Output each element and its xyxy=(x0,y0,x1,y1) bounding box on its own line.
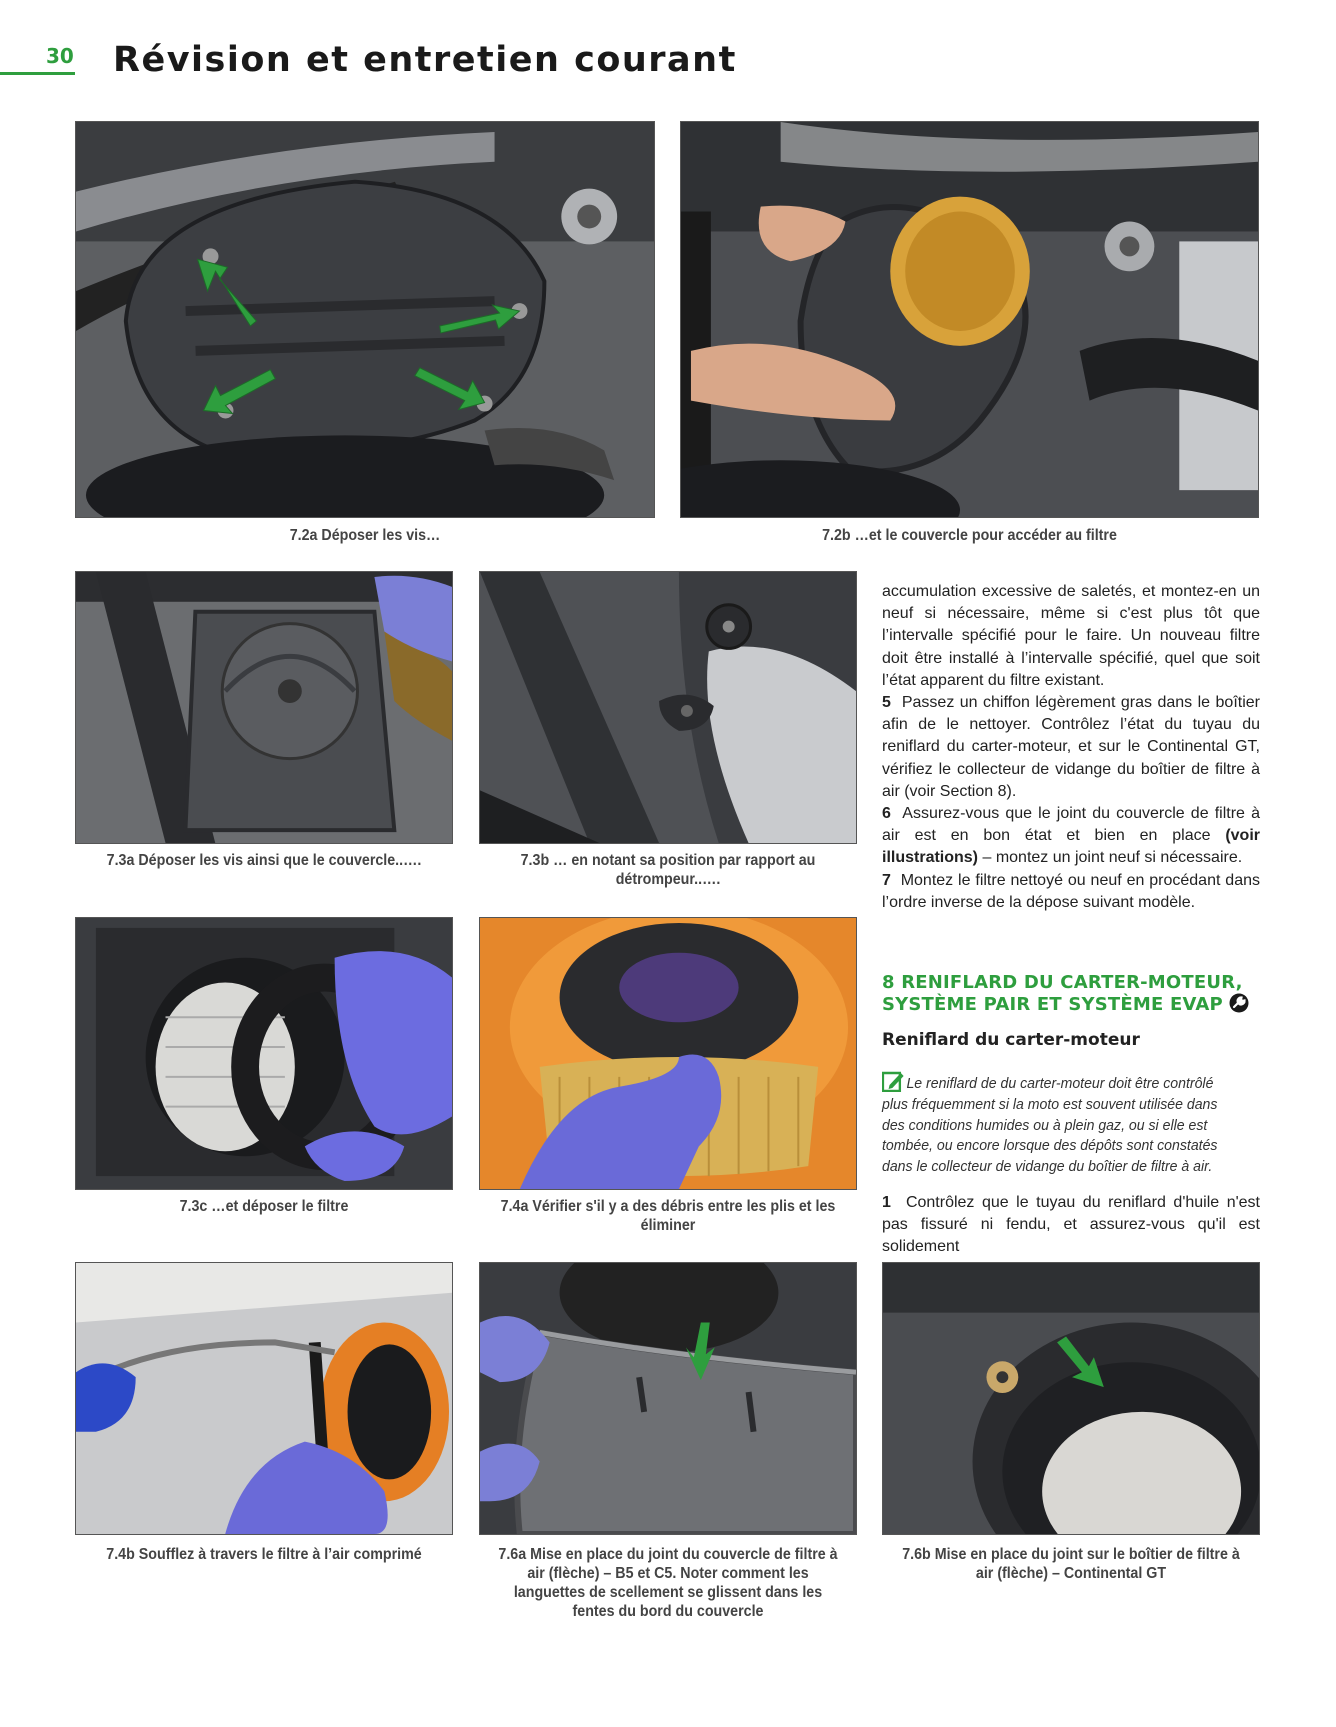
photo-7-4a xyxy=(479,917,857,1190)
photo-7-3c xyxy=(75,917,453,1190)
page-number: 30 xyxy=(46,44,74,68)
section-heading-line2-text: SYSTÈME PAIR ET SYSTÈME EVAP xyxy=(882,994,1223,1015)
photo-7-6b xyxy=(882,1262,1260,1535)
caption-7-6a: 7.6a Mise en place du joint du couvercle de filtre à air (flèche) – B5 et C5. Noter comment les languettes de scellement se glissent dans les fentes du bord du couvercle xyxy=(498,1546,838,1620)
wrench-icon xyxy=(1229,993,1249,1013)
caption-7-4b: 7.4b Soufflez à travers le filtre à l’air comprimé xyxy=(106,1546,422,1563)
paragraph-number: 6 xyxy=(882,805,891,823)
caption-7-3c: 7.3c …et déposer le filtre xyxy=(179,1198,349,1215)
paragraph-1 xyxy=(882,1192,1260,1259)
page-title: Révision et entretien courant xyxy=(113,40,737,80)
body-text-block xyxy=(882,581,1260,914)
paragraph-6-text-end: – montez un joint neuf si nécessaire. xyxy=(982,849,1243,867)
paragraph-number: 1 xyxy=(882,1194,891,1211)
paragraph-number: 5 xyxy=(882,694,891,712)
paragraph-5-text: Passez un chiffon légèrement gras dans le boîtier afin de le nettoyer. Contrôlez l’état du tuyau du reniflard du carter-moteur, et sur le Continental GT, vérifiez le collecteur de vidange du boîtier de filtre à air (voir Section 8). xyxy=(882,694,1261,800)
photo-7-6a xyxy=(479,1262,857,1535)
paragraph-6 xyxy=(882,803,1260,870)
photo-7-3a xyxy=(75,571,453,844)
paragraph-continued: accumulation excessive de saletés, et montez-en un neuf si nécessaire, même si c'est plus tôt que l’intervalle spécifié pour le faire. Un nouveau filtre doit être installé à l’intervalle spécifié, quel que soit l’état apparent du filtre existant. xyxy=(882,583,1260,689)
photo-7-2b xyxy=(680,121,1259,518)
photo-7-4b xyxy=(75,1262,453,1535)
caption-7-2a: 7.2a Déposer les vis… xyxy=(289,527,441,544)
subheading: Reniflard du carter-moteur xyxy=(882,1030,1140,1050)
note-text: Le reniflard de du carter-moteur doit être contrôlé plus fréquemment si la moto est souvent utilisée dans des conditions humides ou à plein gaz, ou si elle est tombée, ou encore lorsque des dépôts sont constatés dans le collecteur de vidange du boîtier de filtre à air. xyxy=(882,1075,1218,1176)
note-block xyxy=(882,1070,1239,1178)
note-pencil-icon xyxy=(882,1070,905,1092)
paragraph-1-inner xyxy=(882,1192,1260,1259)
paragraph-number: 7 xyxy=(882,871,891,889)
paragraph-1-text: Contrôlez que le tuyau du reniflard d'huile n'est pas fissuré ni fendu, et assurez-vous qu'il est solidement xyxy=(882,1194,1261,1256)
header-rule xyxy=(0,72,75,75)
caption-7-3b: 7.3b … en notant sa position par rapport au détrompeur..…. xyxy=(520,852,816,888)
section-heading-line2 xyxy=(882,993,1282,1015)
photo-7-3b xyxy=(479,571,857,844)
see-illustrations-ref: (voir illustrations) xyxy=(882,827,1260,867)
paragraph-7-text: Montez le filtre nettoyé ou neuf en procédant dans l’ordre inverse de la dépose suivant modèle. xyxy=(882,871,1261,911)
paragraph-7 xyxy=(882,870,1260,914)
section-heading-line1: 8 RENIFLARD DU CARTER-MOTEUR, xyxy=(882,972,1243,993)
photo-7-2a xyxy=(75,121,655,518)
section-heading xyxy=(882,972,1282,1015)
caption-7-3a: 7.3a Déposer les vis ainsi que le couvercle..…. xyxy=(106,852,422,869)
caption-7-4a: 7.4a Vérifier s'il y a des débris entre les plis et les éliminer xyxy=(500,1198,836,1234)
caption-7-2b: 7.2b …et le couvercle pour accéder au filtre xyxy=(822,527,1117,544)
paragraph-6-text: Assurez-vous que le joint du couvercle de filtre à air est en bon état et bien en place xyxy=(882,805,1260,845)
caption-7-6b: 7.6b Mise en place du joint sur le boîtier de filtre à air (flèche) – Continental GT xyxy=(902,1546,1240,1582)
paragraph-5 xyxy=(882,692,1260,803)
